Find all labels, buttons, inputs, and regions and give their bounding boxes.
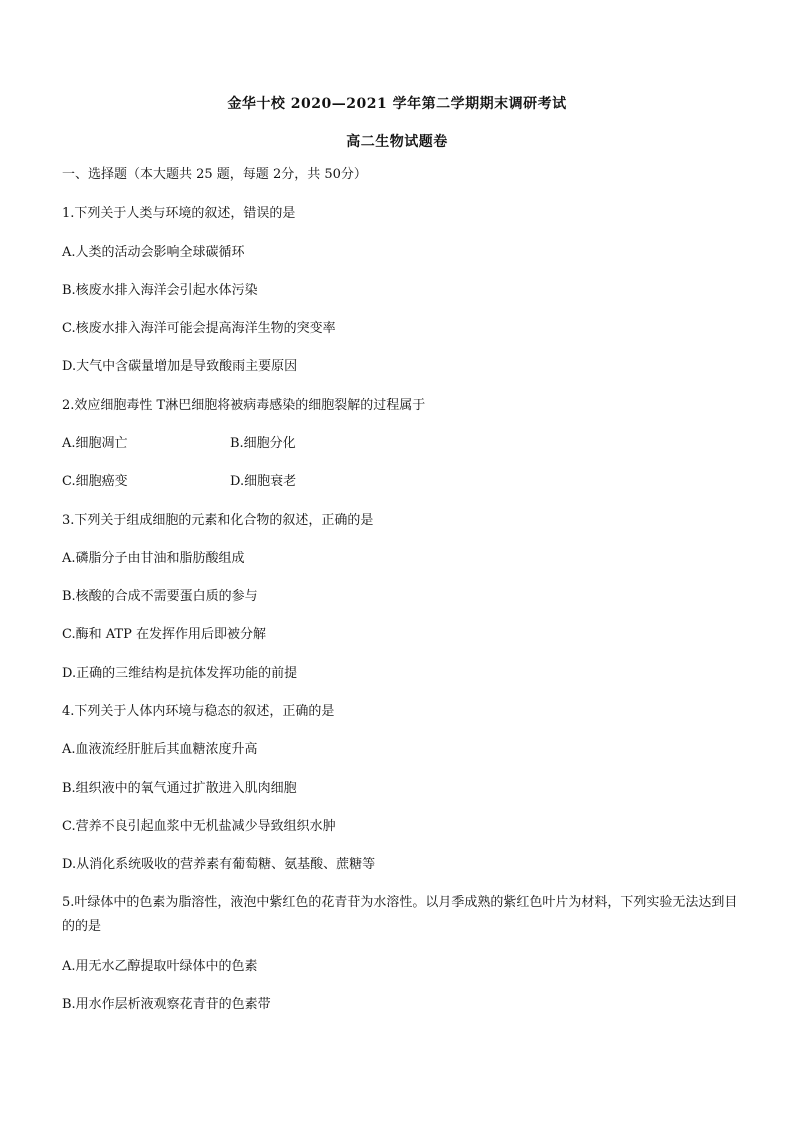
exam-subtitle: 高二生物试题卷 — [346, 134, 448, 150]
question-option: A.用无水乙醇提取叶绿体中的色素 — [62, 959, 258, 974]
question-option: D.正确的三维结构是抗体发挥功能的前提 — [62, 666, 298, 681]
question-stem: 3.下列关于组成细胞的元素和化合物的叙述，正确的是 — [62, 513, 374, 528]
question-option-row — [62, 433, 742, 455]
question-option: A.人类的活动会影响全球碳循环 — [62, 245, 245, 260]
question-option: D.细胞衰老 — [230, 474, 297, 489]
question-option: A.磷脂分子由甘油和脂肪酸组成 — [62, 551, 245, 566]
question-option: C.细胞癌变 — [62, 474, 128, 489]
question-option: C.酶和 ATP 在发挥作用后即被分解 — [62, 627, 266, 642]
question-option: B.核酸的合成不需要蛋白质的参与 — [62, 589, 258, 604]
exam-title: 金华十校 2020—2021 学年第二学期期末调研考试 — [227, 96, 567, 112]
question-stem: 5.叶绿体中的色素为脂溶性，液泡中紫红色的花青苷为水溶性。以月季成熟的紫红色叶片为材料，下列实验无法达到目的的是 — [62, 895, 738, 934]
question-option: B.核废水排入海洋会引起水体污染 — [62, 283, 258, 298]
question-option: D.从消化系统吸收的营养素有葡萄糖、氨基酸、蔗糖等 — [62, 857, 376, 872]
question-option: B.用水作层析液观察花青苷的色素带 — [62, 997, 271, 1012]
section-heading: 一、选择题（本大题共 25 题，每题 2分，共 50分） — [62, 167, 367, 182]
question-option: A.血液流经肝脏后其血糖浓度升高 — [62, 742, 258, 757]
question-option: D.大气中含碳量增加是导致酸雨主要原因 — [62, 359, 298, 374]
question-option: C.营养不良引起血浆中无机盐减少导致组织水肿 — [62, 819, 336, 834]
question-option-row — [62, 471, 742, 493]
question-stem: 1.下列关于人类与环境的叙述，错误的是 — [62, 206, 296, 221]
question-stem: 4.下列关于人体内环境与稳态的叙述，正确的是 — [62, 704, 335, 719]
question-option: B.组织液中的氧气通过扩散进入肌肉细胞 — [62, 781, 297, 796]
question-option: A.细胞凋亡 — [62, 436, 128, 451]
question-stem: 2.效应细胞毒性 T淋巴细胞将被病毒感染的细胞裂解的过程属于 — [62, 398, 426, 413]
question-option: C.核废水排入海洋可能会提高海洋生物的突变率 — [62, 321, 336, 336]
question-option: B.细胞分化 — [230, 436, 296, 451]
